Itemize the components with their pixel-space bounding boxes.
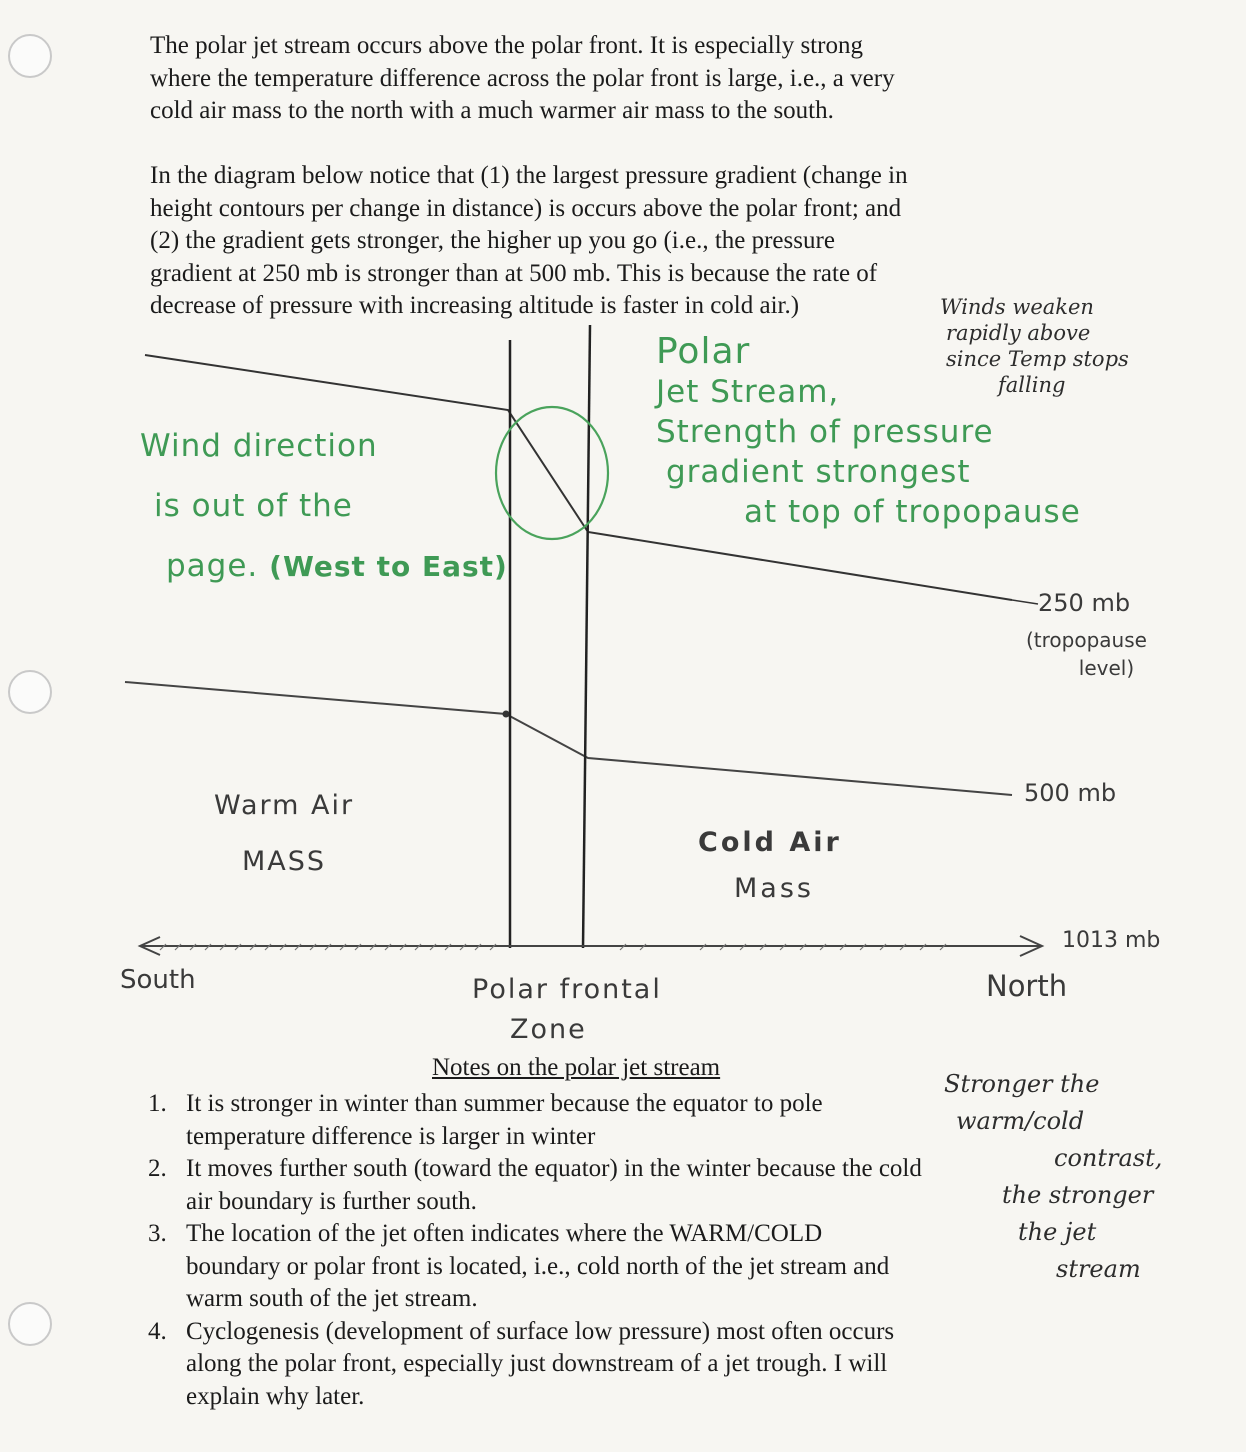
- note-text: temperature difference is larger in winter: [186, 1122, 596, 1150]
- label-500mb: 500 mb: [1024, 779, 1117, 807]
- text-line: cold air mass to the north with a much warmer air mass to the south.: [150, 97, 834, 124]
- note-text: along the polar front, especially just downstream of a jet trough. I will: [186, 1350, 888, 1377]
- stronger-contrast-note: [944, 1066, 1162, 1288]
- note-text: Cyclogenesis (development of surface low pressure) most often occurs: [186, 1317, 895, 1345]
- text-line: The polar jet stream occurs above the polar front. It is especially strong: [150, 32, 863, 59]
- wind-note-line: [140, 536, 508, 597]
- note-line: rapidly above: [946, 321, 1091, 345]
- warm-air-mass-label: [214, 778, 354, 890]
- jet-stream-circle: [496, 407, 608, 539]
- list-item: [148, 1088, 922, 1153]
- wind-note-line: is out of the: [154, 488, 353, 524]
- south-label: South: [120, 965, 196, 995]
- jet-label-line: gradient strongest: [666, 454, 971, 490]
- notes-title: Notes on the polar jet stream: [432, 1054, 721, 1081]
- contrast-line: the stronger: [1002, 1181, 1154, 1209]
- contrast-line: Stronger the: [944, 1070, 1100, 1098]
- note-line: falling: [998, 373, 1066, 397]
- frontal-zone-line: Polar frontal: [472, 974, 662, 1005]
- note-text: explain why later.: [186, 1382, 365, 1410]
- north-label: North: [986, 969, 1068, 1003]
- contour-node: [503, 711, 510, 718]
- list-item: [148, 1153, 922, 1218]
- note-line: since Temp stops: [946, 347, 1129, 371]
- jet-label-line: Jet Stream,: [656, 374, 840, 410]
- wind-direction-note: [140, 416, 508, 597]
- tropopause-line: level): [1078, 656, 1135, 680]
- list-number: 3.: [148, 1220, 167, 1247]
- leader-250mb: [1012, 600, 1038, 604]
- note-text: boundary or polar front is located, i.e., cold north of the jet stream and: [186, 1252, 890, 1280]
- warm-air-line: Warm Air: [214, 790, 355, 821]
- warm-air-line: MASS: [242, 846, 327, 877]
- note-line: Winds weaken: [940, 295, 1094, 319]
- text-line: height contours per change in distance) is occurs above the polar front; and: [150, 194, 902, 222]
- list-number: 4.: [148, 1317, 167, 1345]
- jet-label-line: Strength of pressure: [656, 414, 994, 450]
- text-line: gradient at 250 mb is stronger than at 500 mb. This is because the rate of: [150, 259, 878, 287]
- list-item: [148, 1316, 922, 1414]
- label-250mb: 250 mb: [1038, 589, 1131, 617]
- tropopause-level-note: [1026, 626, 1147, 682]
- text-line: where the temperature difference across the polar front is large, i.e., a very: [150, 64, 895, 92]
- jet-stream-label: [656, 332, 1081, 532]
- contrast-line: the jet: [1018, 1218, 1097, 1246]
- note-text: air boundary is further south.: [186, 1187, 477, 1215]
- polar-frontal-zone-label: [472, 970, 662, 1050]
- cold-air-line: Cold Air: [698, 827, 842, 858]
- list-item: [148, 1218, 922, 1316]
- contrast-line: stream: [1056, 1255, 1141, 1283]
- note-text: The location of the jet often indicates where the WARM/COLD: [186, 1220, 823, 1247]
- list-number: 2.: [148, 1155, 167, 1182]
- cold-air-line: Mass: [734, 873, 814, 904]
- text-line: In the diagram below notice that (1) the largest pressure gradient (change in: [150, 162, 908, 189]
- list-number: 1.: [148, 1090, 167, 1117]
- frontal-zone-line: Zone: [510, 1014, 587, 1045]
- note-text: It moves further south (toward the equator) in the winter because the cold: [186, 1155, 922, 1182]
- note-text: warm south of the jet stream.: [186, 1285, 478, 1312]
- jet-label-polar: Polar: [656, 331, 751, 372]
- contrast-line: contrast,: [1054, 1144, 1163, 1172]
- jet-label-line: at top of tropopause: [744, 494, 1081, 530]
- note-text: It is stronger in winter than summer because the equator to pole: [186, 1090, 823, 1117]
- text-line: decrease of pressure with increasing altitude is faster in cold air.): [150, 292, 800, 319]
- wind-note-page: page.: [166, 548, 259, 584]
- contrast-line: warm/cold: [956, 1107, 1085, 1135]
- wind-note-line: Wind direction: [140, 428, 378, 464]
- notes-list: [148, 1088, 922, 1413]
- label-1013mb: 1013 mb: [1062, 928, 1161, 953]
- tropopause-line: (tropopause: [1026, 628, 1147, 652]
- cold-air-mass-label: [698, 820, 842, 912]
- west-to-east-note: (West to East): [269, 550, 508, 583]
- text-line: (2) the gradient gets stronger, the higher up you go (i.e., the pressure: [150, 227, 835, 254]
